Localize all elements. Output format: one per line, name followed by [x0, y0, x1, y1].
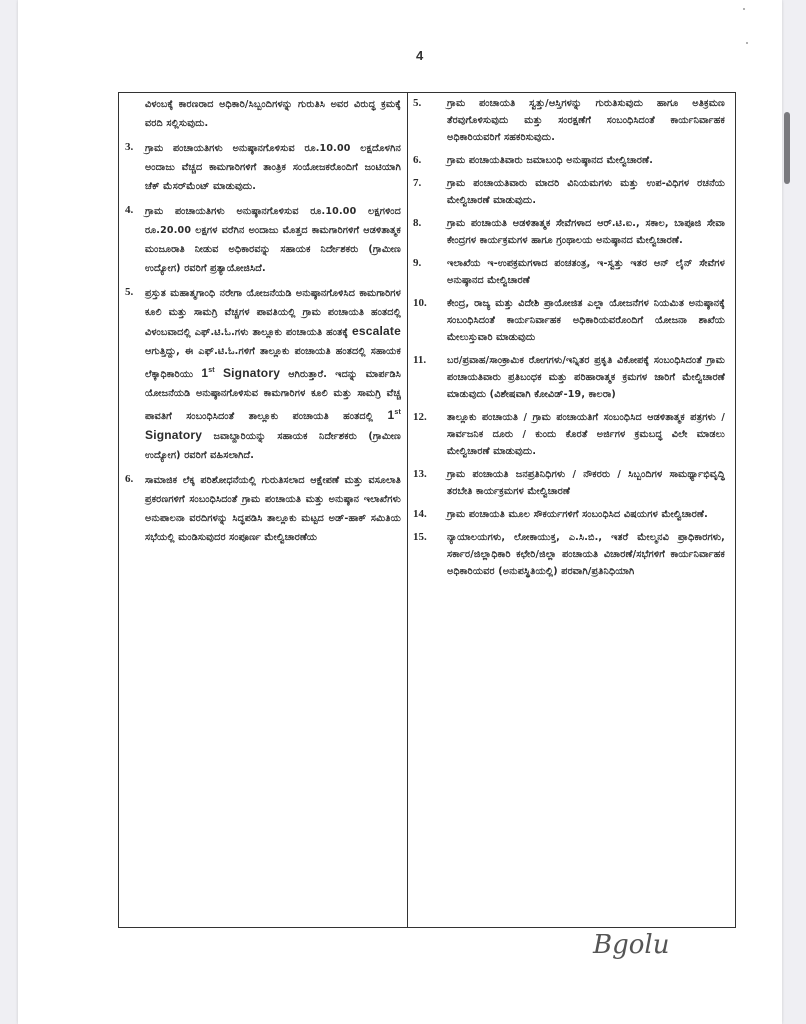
- list-item: 10. ಕೇಂದ್ರ, ರಾಜ್ಯ ಮತ್ತು ವಿದೇಶಿ ಪ್ರಾಯೋಜಿತ ಎಲ್ಲಾ ಯೋಜನೆಗಳ ನಿಯಮಿತ ಅನುಷ್ಠಾನಕ್ಕೆ ಸಂಬಂಧಿಸಿದಂತೆ ಕಾರ್ಯನಿರ್ವಾಹಕ ಅಧಿಕಾರಿಯವರೊಂದಿಗೆ ಯೋಜನಾ ಶಾಖೆಯ ಮೇಲುಸ್ತುವಾರಿ ಮಾಡುವುದು: [413, 297, 725, 343]
- left-column: [125, 95, 401, 553]
- column-divider: [407, 93, 408, 927]
- document-page: [18, 0, 782, 1024]
- scan-speck: [743, 8, 745, 10]
- list-item: 7. ಗ್ರಾಮ ಪಂಚಾಯತಿವಾರು ಮಾದರಿ ವಿನಿಯಮಗಳು ಮತ್ತು ಉಪ-ವಿಧಿಗಳ ರಚನೆಯ ಮೇಲ್ವಿಚಾರಣೆ ಮಾಡುವುದು.: [413, 177, 725, 206]
- list-item: 3. ಗ್ರಾಮ ಪಂಚಾಯತಿಗಳು ಅನುಷ್ಠಾನಗೊಳಿಸುವ ರೂ.10.00 ಲಕ್ಷದೊಳಗಿನ ಅಂದಾಜು ವೆಚ್ಚದ ಕಾಮಗಾರಿಗಳಿಗೆ ತಾಂತ್ರಿಕ ಸಂಯೋಜಕರೊಂದಿಗೆ ಜಂಟಿಯಾಗಿ ಚೆಕ್ ಮೆಸರ್‌ಮೆಂಟ್ ಮಾಡುವುದು.: [125, 141, 401, 192]
- list-item-continuation: ವಿಳಂಬಕ್ಕೆ ಕಾರಣರಾದ ಅಧಿಕಾರಿ/ಸಿಬ್ಬಂದಿಗಳನ್ನು ಗುರುತಿಸಿ ಅವರ ವಿರುದ್ಧ ಕ್ರಮಕ್ಕೆ ವರದಿ ಸಲ್ಲಿಸುವುದು.: [145, 99, 401, 129]
- list-item: 8. ಗ್ರಾಮ ಪಂಚಾಯತಿ ಆಡಳಿತಾತ್ಮಕ ಸೇವೆಗಳಾದ ಆರ್.ಟಿ.ಐ., ಸಕಾಲ, ಬಾಪೂಜಿ ಸೇವಾ ಕೇಂದ್ರಗಳ ಕಾರ್ಯಕ್ರಮಗಳ ಹಾಗೂ ಗ್ರಂಥಾಲಯ ಅನುಷ್ಠಾನದ ಮೇಲ್ವಿಚಾರಣೆ.: [413, 217, 725, 246]
- item-5-text: ಪ್ರಸ್ತುತ ಮಹಾತ್ಮಗಾಂಧಿ ನರೇಗಾ ಯೋಜನೆಯಡಿ ಅನುಷ್ಠಾನಗೊಳಿಸಿದ ಕಾಮಗಾರಿಗಳ ಕೂಲಿ ಮತ್ತು ಸಾಮಗ್ರಿ ವೆಚ್ಚಗಳ ಪಾವತಿಯಲ್ಲಿ ಗ್ರಾಮ ಪಂಚಾಯತಿ ಹಂತದಲ್ಲಿ ವಿಳಂಬವಾದಲ್ಲಿ ಎಫ್.ಟಿ.ಓ.ಗಳು ತಾಲ್ಲೂಕು ಪಂಚಾಯತಿ ಹಂತಕ್ಕೆ escalate ಆಗುತ್ತಿದ್ದು, ಈ ಎಫ್.ಟಿ.ಓ.ಗಳಿಗೆ ತಾಲ್ಲೂಕು ಪಂಚಾಯತಿ ಹಂತದಲ್ಲಿ ಸಹಾಯಕ ಲೆಕ್ಕಾಧಿಕಾರಿಯು 1st Signatory ಆಗಿರುತ್ತಾರೆ. ಇದನ್ನು ಮಾರ್ಪಡಿಸಿ ಯೋಜನೆಯಡಿ ಅನುಷ್ಠಾನಗೊಳಿಸುವ ಕಾಮಗಾರಿಗಳ ಕೂಲಿ ಮತ್ತು ಸಾಮಗ್ರಿ ವೆಚ್ಚ ಪಾವತಿಗೆ ಸಂಬಂಧಿಸಿದಂತೆ ತಾಲ್ಲೂಕು ಪಂಚಾಯತಿ ಹಂತದಲ್ಲಿ 1st Signatory ಜವಾಬ್ದಾರಿಯನ್ನು ಸಹಾಯಕ ನಿರ್ದೇಶಕರು (ಗ್ರಾಮೀಣ ಉದ್ಯೋಗ) ರವರಿಗೆ ವಹಿಸಲಾಗಿದೆ.: [145, 288, 402, 461]
- list-item: 6. ಗ್ರಾಮ ಪಂಚಾಯತಿವಾರು ಜಮಾಬಂಧಿ ಅನುಷ್ಠಾನದ ಮೇಲ್ವಿಚಾರಣೆ.: [413, 154, 654, 166]
- scrollbar-thumb[interactable]: [784, 112, 790, 184]
- list-item: 9. ಇಲಾಖೆಯ ಇ-ಉಪಕ್ರಮಗಳಾದ ಪಂಚತಂತ್ರ, ಇ-ಸ್ವತ್ತು ಇತರ ಆನ್ ಲೈನ್ ಸೇವೆಗಳ ಅನುಷ್ಠಾನದ ಮೇಲ್ವಿಚಾರಣೆ: [413, 257, 725, 286]
- list-item: 5. ಗ್ರಾಮ ಪಂಚಾಯತಿ ಸ್ವತ್ತು/ಆಸ್ತಿಗಳನ್ನು ಗುರುತಿಸುವುದು ಹಾಗೂ ಅತಿಕ್ರಮಣ ತೆರವುಗೊಳಿಸುವುದು ಮತ್ತು ಸಂರಕ್ಷಣೆಗೆ ಸಂಬಂಧಿಸಿದಂತೆ ಕಾರ್ಯನಿರ್ವಾಹಕ ಅಧಿಕಾರಿಯವರಿಗೆ ಸಹಕರಿಸುವುದು.: [413, 97, 725, 143]
- list-item: 13. ಗ್ರಾಮ ಪಂಚಾಯತಿ ಜನಪ್ರತಿನಿಧಿಗಳು / ನೌಕರರು / ಸಿಬ್ಬಂದಿಗಳ ಸಾಮರ್ಥ್ಯಾಭಿವೃದ್ಧಿ ತರಬೇತಿ ಕಾರ್ಯಕ್ರಮಗಳ ಮೇಲ್ವಿಚಾರಣೆ: [413, 468, 725, 497]
- list-item: 12. ತಾಲ್ಲೂಕು ಪಂಚಾಯತಿ / ಗ್ರಾಮ ಪಂಚಾಯತಿಗೆ ಸಂಬಂಧಿಸಿದ ಆಡಳಿತಾತ್ಮಕ ಪತ್ರಗಳು / ಸಾರ್ವಜನಿಕ ದೂರು / ಕುಂದು ಕೊರತೆ ಅರ್ಜಿಗಳ ಕ್ರಮಬದ್ಧ ವಿಲೇ ಮಾಡಲು ಮೇಲ್ವಿಚಾರಣೆ ಮಾಡುವುದು.: [413, 411, 725, 457]
- list-item: 15. ನ್ಯಾಯಾಲಯಗಳು, ಲೋಕಾಯುಕ್ತ, ಎ.ಸಿ.ಬಿ., ಇತರೆ ಮೇಲ್ಮನವಿ ಪ್ರಾಧಿಕಾರಗಳು, ಸರ್ಕಾರ/ಜಿಲ್ಲಾಧಿಕಾರಿ ಕಛೇರಿ/ಜಿಲ್ಲಾ ಪಂಚಾಯತಿ ವಿಚಾರಣೆ/ಸಭೆಗಳಿಗೆ ಕಾರ್ಯನಿರ್ವಾಹಕ ಅಧಿಕಾರಿಯವರ (ಅನುಪಸ್ಥಿತಿಯಲ್ಲಿ) ಪರವಾಗಿ/ಪ್ರತಿನಿಧಿಯಾಗಿ: [413, 531, 725, 577]
- ordinal: 1st: [201, 366, 215, 380]
- english-term-signatory: Signatory: [145, 428, 203, 442]
- list-item: 5. ಪ್ರಸ್ತುತ ಮಹಾತ್ಮಗಾಂಧಿ ನರೇಗಾ ಯೋಜನೆಯಡಿ ಅನುಷ್ಠಾನಗೊಳಿಸಿದ ಕಾಮಗಾರಿಗಳ ಕೂಲಿ ಮತ್ತು ಸಾಮಗ್ರಿ ವೆಚ್ಚಗಳ ಪಾವತಿಯಲ್ಲಿ ಗ್ರಾಮ ಪಂಚಾಯತಿ ಹಂತದಲ್ಲಿ ವಿಳಂಬವಾದಲ್ಲಿ ಎಫ್.ಟಿ.ಓ.ಗಳು ತಾಲ್ಲೂಕು ಪಂಚಾಯತಿ ಹಂತಕ್ಕೆ escalate ಆಗುತ್ತಿದ್ದು, ಈ ಎಫ್.ಟಿ.ಓ.ಗಳಿಗೆ ತಾಲ್ಲೂಕು ಪಂಚಾಯತಿ ಹಂತದಲ್ಲಿ ಸಹಾಯಕ ಲೆಕ್ಕಾಧಿಕಾರಿಯು 1st Signatory ಆಗಿರುತ್ತಾರೆ. ಇದನ್ನು ಮಾರ್ಪಡಿಸಿ ಯೋಜನೆಯಡಿ ಅನುಷ್ಠಾನಗೊಳಿಸುವ ಕಾಮಗಾರಿಗಳ ಕೂಲಿ ಮತ್ತು ಸಾಮಗ್ರಿ ವೆಚ್ಚ ಪಾವತಿಗೆ ಸಂಬಂಧಿಸಿದಂತೆ ತಾಲ್ಲೂಕು ಪಂಚಾಯತಿ ಹಂತದಲ್ಲಿ 1st Signatory ಜವಾಬ್ದಾರಿಯನ್ನು ಸಹಾಯಕ ನಿರ್ದೇಶಕರು (ಗ್ರಾಮೀಣ ಉದ್ಯೋಗ) ರವರಿಗೆ ವಹಿಸಲಾಗಿದೆ.: [125, 284, 401, 465]
- list-item: 4. ಗ್ರಾಮ ಪಂಚಾಯತಿಗಳು ಅನುಷ್ಠಾನಗೊಳಿಸುವ ರೂ.10.00 ಲಕ್ಷಗಳಿಂದ ರೂ.20.00 ಲಕ್ಷಗಳ ವರೆಗಿನ ಅಂದಾಜು ಮೊತ್ತದ ಕಾಮಗಾರಿಗಳಿಗೆ ಆಡಳಿತಾತ್ಮಕ ಮಂಜೂರಾತಿ ನೀಡುವ ಅಧಿಕಾರವನ್ನು ಸಹಾಯಕ ನಿರ್ದೇಶಕರು (ಗ್ರಾಮೀಣ ಉದ್ಯೋಗ) ರವರಿಗೆ ಪ್ರತ್ಯಾಯೋಜಿಸಿದೆ.: [125, 204, 401, 274]
- right-column: [413, 95, 725, 586]
- list-item: 11. ಬರ/ಪ್ರವಾಹ/ಸಾಂಕ್ರಾಮಿಕ ರೋಗಗಳು/ಇನ್ನಿತರ ಪ್ರಕೃತಿ ವಿಕೋಪಕ್ಕೆ ಸಂಬಂಧಿಸಿದಂತೆ ಗ್ರಾಮ ಪಂಚಾಯತಿವಾರು ಪ್ರತಿಬಂಧಕ ಮತ್ತು ಪರಿಹಾರಾತ್ಮಕ ಕ್ರಮಗಳ ಜಾರಿಗೆ ಮೇಲ್ವಿಚಾರಣೆ ಮಾಡುವುದು (ವಿಶೇಷವಾಗಿ ಕೋವಿಡ್-19, ಕಾಲರಾ): [413, 354, 725, 400]
- english-term-signatory: Signatory: [222, 366, 281, 380]
- list-item: 14. ಗ್ರಾಮ ಪಂಚಾಯತಿ ಮೂಲ ಸೌಕರ್ಯಗಳಿಗೆ ಸಂಬಂಧಿಸಿದ ವಿಷಯಗಳ ಮೇಲ್ವಿಚಾರಣೆ.: [413, 508, 708, 520]
- list-item: 6. ಸಾಮಾಜಿಕ ಲೆಕ್ಕ ಪರಿಶೋಧನೆಯಲ್ಲಿ ಗುರುತಿಸಲಾದ ಆಕ್ಷೇಪಣೆ ಮತ್ತು ವಸೂಲಾತಿ ಪ್ರಕರಣಗಳಿಗೆ ಸಂಬಂಧಿಸಿದಂತೆ ಗ್ರಾಮ ಪಂಚಾಯತಿ ಮತ್ತು ಅನುಷ್ಠಾನ ಇಲಾಖೆಗಳು ಅನುಪಾಲನಾ ವರದಿಗಳನ್ನು ಸಿದ್ಧಪಡಿಸಿ ತಾಲ್ಲೂಕು ಮಟ್ಟದ ಅಡ್-ಹಾಕ್ ಸಮಿತಿಯ ಸಭೆಯಲ್ಲಿ ಮಂಡಿಸುವುದರ ಸಂಪೂರ್ಣ ಮೇಲ್ವಿಚಾರಣೆಯ: [125, 473, 401, 543]
- ordinal: 1st: [387, 408, 401, 422]
- duties-table: [118, 92, 736, 928]
- english-term-escalate: escalate: [352, 324, 401, 338]
- scan-speck: [746, 42, 748, 44]
- handwritten-signature: Bgolu: [593, 930, 670, 960]
- page-number: 4: [416, 48, 424, 63]
